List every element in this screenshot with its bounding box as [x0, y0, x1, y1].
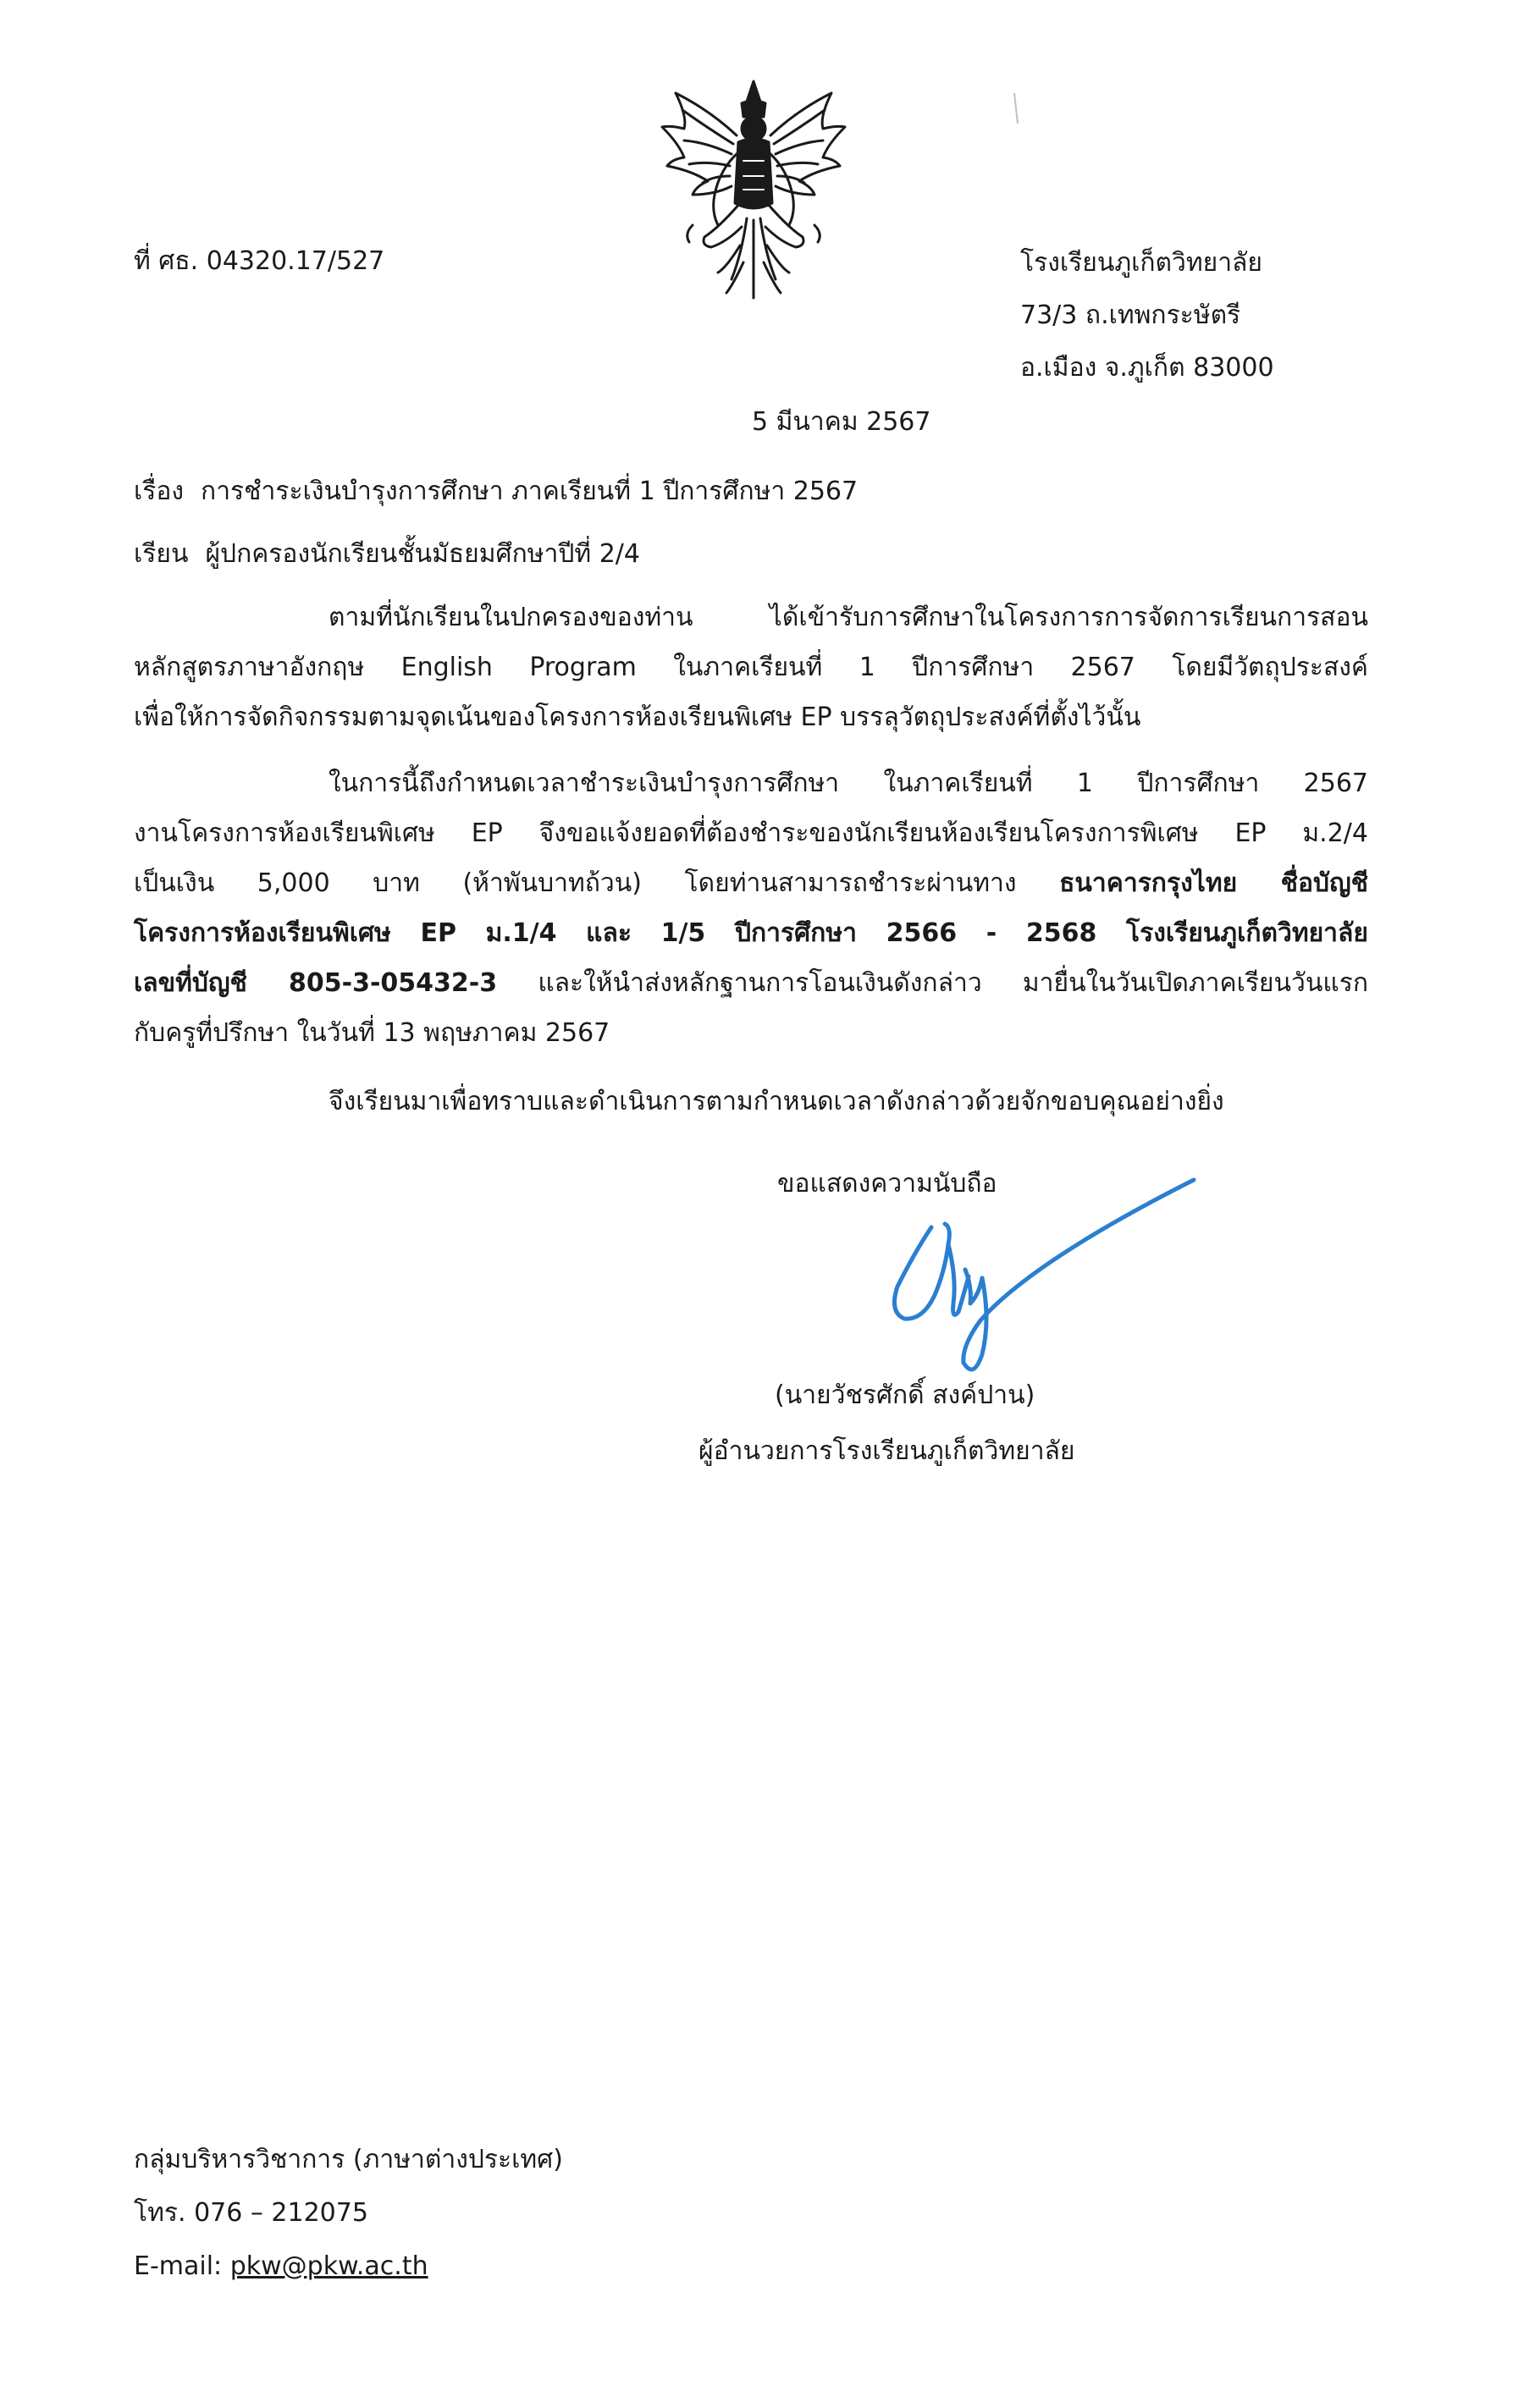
recipient-text: ผู้ปกครองนักเรียนชั้นมัธยมศึกษาปีที่ 2/4: [205, 539, 640, 569]
reference-number: ที่ ศธ. 04320.17/527: [134, 246, 385, 276]
handwritten-signature: [864, 1176, 1202, 1384]
school-address: [1020, 237, 1274, 394]
paragraph-line: [134, 958, 1368, 1008]
paragraph-line: เพื่อให้การจัดกิจกรรมตามจุดเน้นของโครงการห้องเรียนพิเศษ EP บรรลุวัตถุประสงค์ที่ตั้งไว้นั้น: [134, 703, 1141, 732]
footer-contact: [134, 2133, 563, 2293]
signer-title: ผู้อำนวยการโรงเรียนภูเก็ตวิทยาลัย: [698, 1436, 1075, 1466]
account-number: เลขที่บัญชี 805-3-05432-3: [134, 968, 498, 998]
paragraph-line: หลักสูตรภาษาอังกฤษ English Program ในภาคเรียนที่ 1 ปีการศึกษา 2567 โดยมีวัตถุประสงค์: [134, 653, 1368, 682]
footer-department: กลุ่มบริหารวิชาการ (ภาษาต่างประเทศ): [134, 2145, 563, 2174]
bank-name: ธนาคารกรุงไทย ชื่อบัญชี: [1059, 868, 1368, 898]
subject-text: การชำระเงินบำรุงการศึกษา ภาคเรียนที่ 1 ปีการศึกษา 2567: [201, 477, 859, 506]
footer-email-label: E-mail:: [134, 2251, 223, 2281]
regards-text: ขอแสดงความนับถือ: [777, 1169, 997, 1198]
paragraph-line: [134, 908, 1368, 958]
footer-email-line: [134, 2240, 563, 2293]
paragraph-line: ตามที่นักเรียนในปกครองของท่าน ได้เข้ารับการศึกษาในโครงการการจัดการเรียนการสอน: [329, 603, 1368, 632]
payment-amount-text: เป็นเงิน 5,000 บาท (ห้าพันบาทถ้วน) โดยท่านสามารถชำระผ่านทาง: [134, 868, 1017, 898]
subject-label: เรื่อง: [134, 477, 185, 506]
recipient-label: เรียน: [134, 539, 189, 569]
recipient-line: [134, 530, 640, 579]
letter-date: 5 มีนาคม 2567: [752, 407, 931, 437]
paragraph-intro: [134, 592, 1368, 742]
footer-phone: โทร. 076 – 212075: [134, 2198, 368, 2228]
paragraph-line: [134, 858, 1368, 908]
address-line-2: อ.เมือง จ.ภูเก็ต 83000: [1020, 353, 1274, 383]
subject-line: [134, 467, 858, 516]
paragraph-line: งานโครงการห้องเรียนพิเศษ EP จึงขอแจ้งยอดที่ต้องชำระของนักเรียนห้องเรียนโครงการพิเศษ EP ม.2/4: [134, 818, 1368, 848]
paragraph-payment: [134, 758, 1368, 1058]
scan-mark: [1013, 91, 1021, 125]
submission-text: และให้นำส่งหลักฐานการโอนเงินดังกล่าว มายื่นในวันเปิดภาคเรียนวันแรก: [538, 968, 1368, 998]
address-line-1: 73/3 ถ.เทพกระษัตรี: [1020, 300, 1241, 330]
paragraph-line: กับครูที่ปรึกษา ในวันที่ 13 พฤษภาคม 2567: [134, 1018, 610, 1048]
footer-email-link[interactable]: pkw@pkw.ac.th: [229, 2251, 428, 2281]
closing-statement: จึงเรียนมาเพื่อทราบและดำเนินการตามกำหนดเวลาดังกล่าวด้วยจักขอบคุณอย่างยิ่ง: [329, 1087, 1224, 1116]
signer-name: (นายวัชรศักดิ์ สงค์ปาน): [775, 1380, 1035, 1410]
garuda-emblem-icon: [659, 76, 849, 305]
account-name: โครงการห้องเรียนพิเศษ EP ม.1/4 และ 1/5 ปีการศึกษา 2566 - 2568 โรงเรียนภูเก็ตวิทยาลัย: [134, 918, 1368, 948]
school-name: โรงเรียนภูเก็ตวิทยาลัย: [1020, 248, 1263, 278]
paragraph-line: ในการนี้ถึงกำหนดเวลาชำระเงินบำรุงการศึกษา ในภาคเรียนที่ 1 ปีการศึกษา 2567: [329, 769, 1368, 798]
